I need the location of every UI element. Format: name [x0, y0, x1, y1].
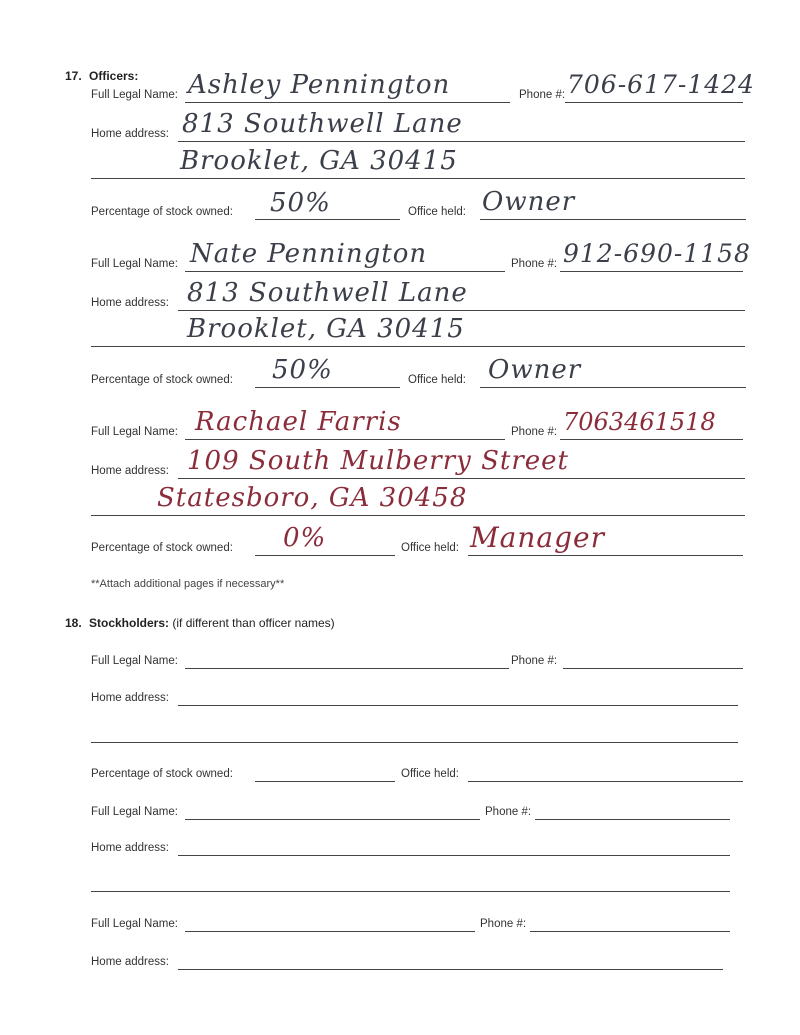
officer-2-address-line-1 [178, 310, 745, 311]
officer-1-phone-value[interactable]: 706-617-1424 [567, 70, 755, 99]
stockholder-3-phone-input[interactable] [530, 931, 730, 932]
officer-2-address-label: Home address: [91, 297, 169, 309]
officer-2-phone-line [560, 271, 743, 272]
officer-2-address-value-1[interactable]: 813 Southwell Lane [187, 278, 468, 308]
officer-2-name-value[interactable]: Nate Pennington [190, 239, 428, 269]
stockholder-3-phone-label: Phone #: [480, 918, 527, 930]
officer-1-phone-label: Phone #: [519, 89, 566, 101]
officer-1-name-line [185, 102, 510, 103]
officer-2-name-label: Full Legal Name: [91, 258, 178, 270]
section-18-title-text: Stockholders: [89, 616, 170, 630]
officer-3-address-value-2[interactable]: Statesboro, GA 30458 [157, 483, 468, 513]
stockholder-2-name-label: Full Legal Name: [91, 806, 178, 818]
officer-1-address-line-1 [178, 141, 745, 142]
section-18-subtitle: (if different than officer names) [172, 616, 335, 630]
officer-1-office-label: Office held: [408, 206, 466, 218]
officer-1-office-value[interactable]: Owner [482, 187, 576, 217]
officer-3-office-label: Office held: [401, 542, 459, 554]
stockholder-1-address-label: Home address: [91, 692, 169, 704]
stockholder-3-name-label: Full Legal Name: [91, 918, 178, 930]
section-18-title [89, 616, 335, 630]
stockholder-1-office-label: Office held: [401, 768, 459, 780]
officer-2-office-label: Office held: [408, 374, 466, 386]
officer-2-percentage-label: Percentage of stock owned: [91, 374, 233, 386]
officer-2-address-value-2[interactable]: Brooklet, GA 30415 [187, 314, 465, 344]
stockholder-1-percentage-input[interactable] [255, 781, 395, 782]
officer-2-phone-value[interactable]: 912-690-1158 [563, 239, 751, 268]
officer-3-phone-value[interactable]: 7063461518 [563, 408, 716, 436]
officer-2-address-line-2 [91, 346, 745, 347]
officer-3-percentage-label: Percentage of stock owned: [91, 542, 233, 554]
attach-pages-note: **Attach additional pages if necessary** [91, 578, 285, 590]
officer-2-percentage-value[interactable]: 50% [272, 355, 333, 385]
officer-1-percentage-label: Percentage of stock owned: [91, 206, 233, 218]
officer-3-name-value[interactable]: Rachael Farris [195, 407, 402, 437]
stockholder-1-phone-input[interactable] [563, 668, 743, 669]
officer-1-address-value-2[interactable]: Brooklet, GA 30415 [180, 146, 458, 176]
officer-3-name-label: Full Legal Name: [91, 426, 178, 438]
officer-3-name-line [185, 439, 505, 440]
officer-1-name-value[interactable]: Ashley Pennington [188, 70, 451, 100]
officer-2-name-line [185, 271, 505, 272]
section-17-title: Officers: [89, 69, 139, 83]
officer-2-percentage-line [255, 387, 400, 388]
stockholder-2-address-label: Home address: [91, 842, 169, 854]
officer-3-address-line-2 [91, 515, 745, 516]
officer-1-percentage-value[interactable]: 50% [270, 188, 331, 218]
officer-3-phone-label: Phone #: [511, 426, 558, 438]
stockholder-2-phone-input[interactable] [535, 819, 730, 820]
stockholder-1-name-input[interactable] [185, 668, 509, 669]
stockholder-3-name-input[interactable] [185, 931, 475, 932]
stockholder-1-office-input[interactable] [468, 781, 743, 782]
officer-3-office-value[interactable]: Manager [470, 521, 605, 554]
officer-3-address-label: Home address: [91, 465, 169, 477]
officer-1-phone-line [565, 102, 743, 103]
officer-3-percentage-value[interactable]: 0% [283, 523, 327, 553]
stockholder-2-address-input-2[interactable] [91, 891, 730, 892]
officer-3-percentage-line [255, 555, 395, 556]
officer-1-address-label: Home address: [91, 128, 169, 140]
officer-1-percentage-line [255, 219, 400, 220]
stockholder-2-address-input-1[interactable] [178, 855, 730, 856]
stockholder-1-address-input-1[interactable] [178, 705, 738, 706]
officer-1-address-line-2 [91, 178, 745, 179]
stockholder-2-name-input[interactable] [185, 819, 480, 820]
stockholder-1-percentage-label: Percentage of stock owned: [91, 768, 233, 780]
officer-2-office-value[interactable]: Owner [488, 355, 582, 385]
section-17-number: 17. [65, 69, 82, 83]
officer-2-office-line [480, 387, 746, 388]
officer-3-address-value-1[interactable]: 109 South Mulberry Street [187, 446, 569, 476]
stockholder-3-address-label: Home address: [91, 956, 169, 968]
stockholder-1-address-input-2[interactable] [91, 742, 738, 743]
stockholder-2-phone-label: Phone #: [485, 806, 532, 818]
officer-3-address-line-1 [178, 478, 745, 479]
officer-1-office-line [480, 219, 746, 220]
officer-3-phone-line [560, 439, 743, 440]
section-18-number: 18. [65, 616, 82, 630]
stockholder-3-address-input-1[interactable] [178, 969, 723, 970]
stockholder-1-name-label: Full Legal Name: [91, 655, 178, 667]
stockholder-1-phone-label: Phone #: [511, 655, 558, 667]
officer-3-office-line [468, 555, 743, 556]
officer-1-address-value-1[interactable]: 813 Southwell Lane [182, 109, 463, 139]
officer-1-name-label: Full Legal Name: [91, 89, 178, 101]
officer-2-phone-label: Phone #: [511, 258, 558, 270]
